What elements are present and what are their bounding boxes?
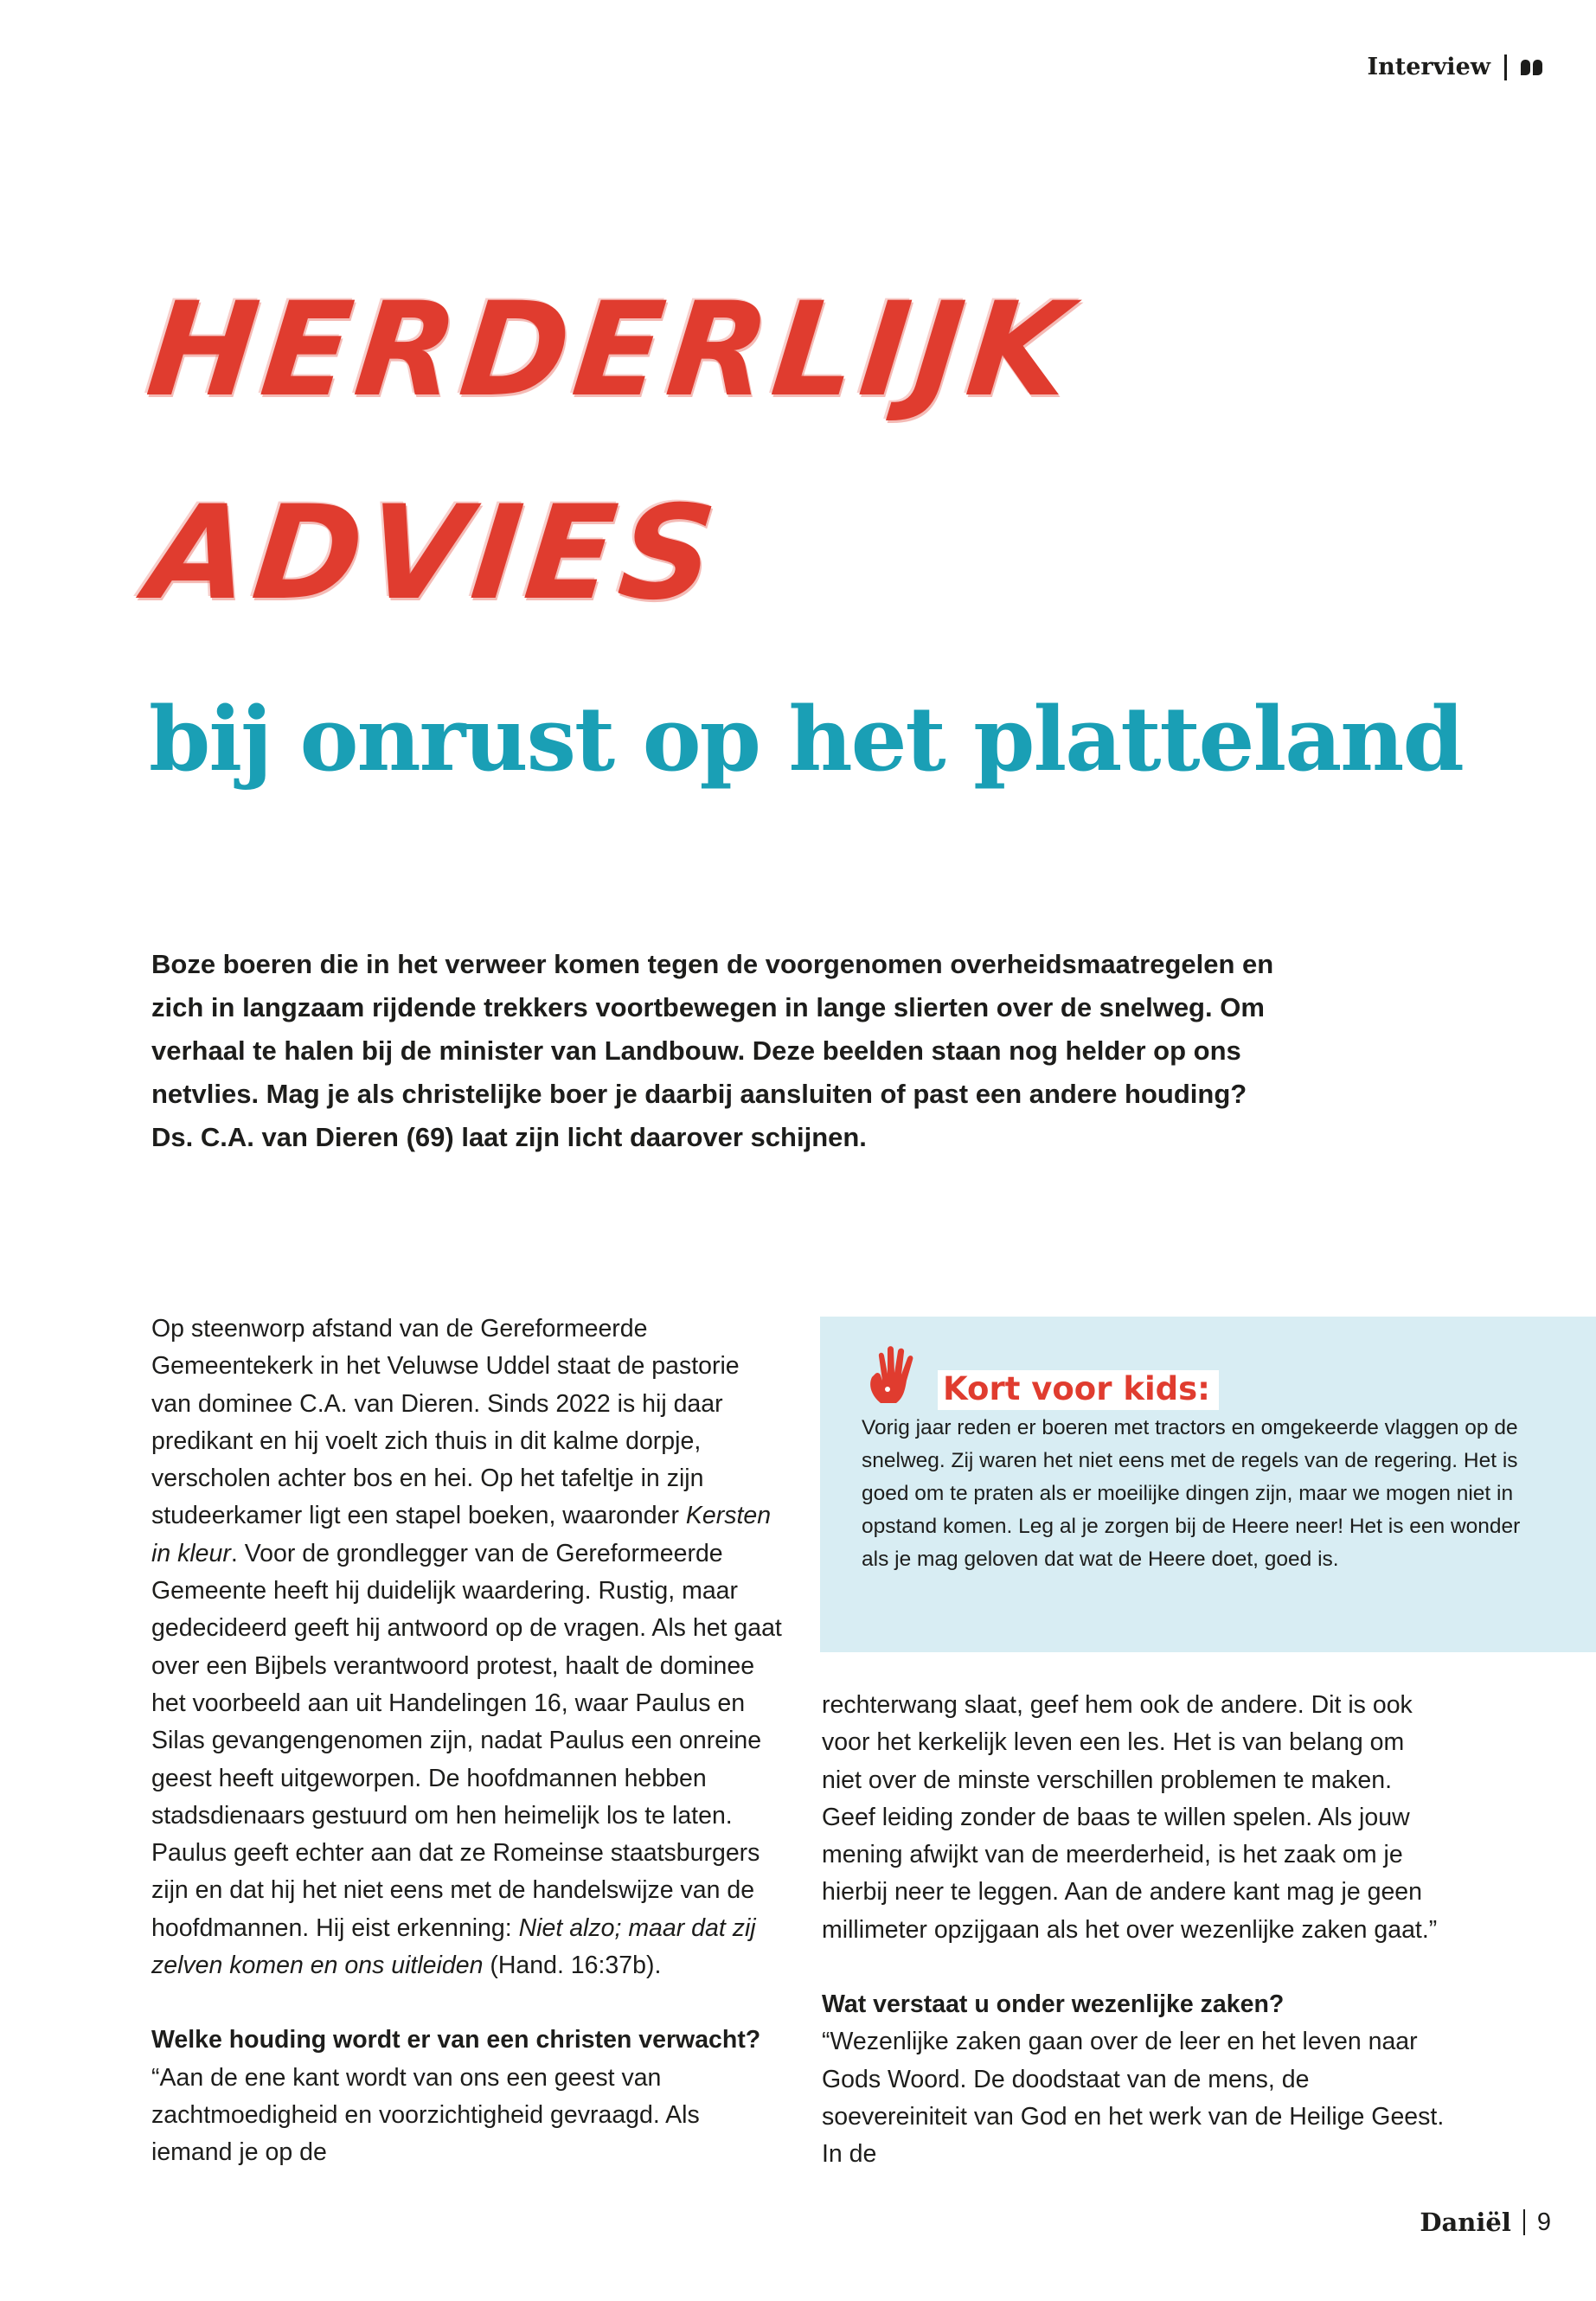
hand-icon <box>862 1341 931 1410</box>
intro-paragraph: Boze boeren die in het verweer komen tegen de voorgenomen overheidsmaatregelen en zich in langzaam rijdende trekkers voortbewegen in lange slierten over de snelweg. Om verhaal te halen bij de minister van Landbouw. Deze beelden staan nog helder op ons netvlies. Mag je als christelijke boer je daarbij aansluiten of past een andere houding? Ds. C.A. van Dieren (69) laat zijn licht daarover schijnen. <box>151 949 1274 1152</box>
quote-icon <box>1521 60 1542 75</box>
kids-box <box>820 1317 1596 1652</box>
kids-title: Kort voor kids: <box>938 1370 1219 1410</box>
article-column-left <box>151 1311 783 2172</box>
question-heading: Wat verstaat u onder wezenlijke zaken? <box>822 1990 1285 2019</box>
body-paragraph: Op steenworp afstand van de Gereformeerde Gemeentekerk in het Veluwse Uddel staat de pastorie van dominee C.A. van Dieren. Sinds 2022 is hij daar predikant en hij voelt zich thuis in dit kalme dorpje, verscholen achter bos en hei. Op het tafeltje in zijn studeerkamer ligt een stapel boeken, waaronder Kersten in kleur. Voor de grondlegger van de Gereformeerde Gemeente heeft hij duidelijk waardering. Rustig, maar gedecideerd geeft hij antwoord op de vragen. Als het gaat over een Bijbels verantwoord protest, haalt de dominee het voorbeeld aan uit Handelingen 16, waar Paulus en Silas gevangengenomen zijn, nadat Paulus een onreine geest heeft uitgeworpen. De hoofdmannen hebben stadsdienaars gestuurd om hen heimelijk los te laten. Paulus geeft echter aan dat ze Romeinse staatsburgers zijn en dat hij het niet eens met de handelswijze van de hoofdmannen. Hij eist erkenning: Niet alzo; maar dat zij zelven komen en ons uitleiden (Hand. 16:37b). <box>151 1315 782 1980</box>
body-paragraph: rechterwang slaat, geef hem ook de andere. Dit is ook voor het kerkelijk leven een les. Het is van belang om niet over de minste verschillen problemen te maken. Geef leiding zonder de baas te willen spelen. Als jouw mening afwijkt van de meerderheid, is het zaak om je hierbij neer te leggen. Aan de andere kant mag je geen millimeter opzijgaan als het over wezenlijke zaken gaat.” <box>822 1691 1438 1944</box>
section-label <box>1367 54 1542 80</box>
article-column-right <box>822 1687 1445 2174</box>
page-number: 9 <box>1536 2208 1551 2236</box>
title-line-2: ADVIES <box>140 478 727 629</box>
kids-header <box>862 1341 1219 1410</box>
kids-text: Vorig jaar reden er boeren met tractors en omgekeerde vlaggen op de snelweg. Zij waren het niet eens met de regels van de regering. Het is goed om te praten als er moeilijke dingen zijn, maar we mogen niet in opstand komen. Leg al je zorgen bij de Heere neer! Het is een wonder als je mag geloven dat wat de Heere doet, goed is. <box>862 1416 1521 1571</box>
magazine-name: Daniël <box>1420 2208 1511 2237</box>
divider <box>1504 54 1507 80</box>
answer-paragraph: “Wezenlijke zaken gaan over de leer en het leven naar Gods Woord. De doodstaat van de mens, de soevereiniteit van God en het werk van de Heilige Geest. In de <box>822 2028 1445 2169</box>
title-line-1: HERDERLIJK <box>140 275 1082 426</box>
section-name: Interview <box>1367 54 1490 80</box>
book-title: Kersten in kleur <box>151 1502 772 1567</box>
answer-paragraph: “Aan de ene kant wordt van ons een geest van zachtmoedigheid en voorzichtigheid gevraagd. Als iemand je op de <box>151 2063 700 2167</box>
bible-quote: Niet alzo; maar dat zij zelven komen en ons uitleiden <box>151 1913 756 1980</box>
divider <box>1523 2209 1525 2235</box>
subtitle: bij onrust op het platteland <box>149 688 1463 792</box>
question-heading: Welke houding wordt er van een christen verwacht? <box>151 2026 761 2054</box>
page-footer <box>1420 2208 1551 2237</box>
